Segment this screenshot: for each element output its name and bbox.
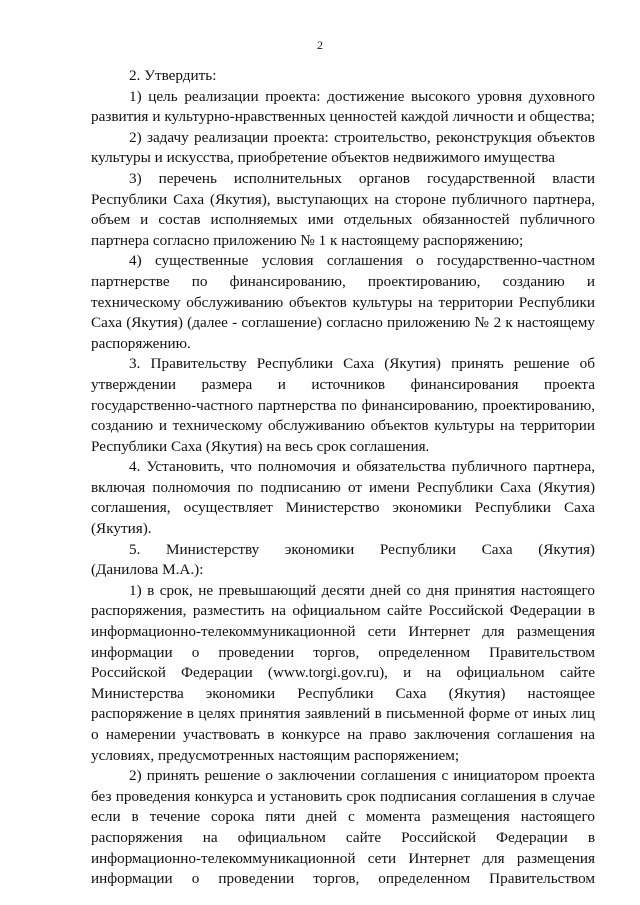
- text-line: распоряжения, разместить на официальном сайте Российской Федерации в: [91, 602, 595, 620]
- text-line: культуры и искусства, приобретение объектов недвижимого имущества: [91, 149, 556, 167]
- text-line: информации о проведении торгов, определенном Правительством: [91, 870, 595, 888]
- text-line: объем и состав исполняемых ими отдельных обязанностей публичного: [91, 211, 595, 229]
- text-line: распоряжения на официальном сайте Российской Федерации в: [91, 828, 595, 846]
- text-line: 3) перечень исполнительных органов государственной власти: [129, 169, 595, 187]
- text-line: партнера согласно приложению № 1 к настоящему распоряжению;: [91, 231, 524, 249]
- text-line: 2) задачу реализации проекта: строительство, реконструкция объектов: [129, 128, 595, 146]
- text-line: утверждении размера и источников финансирования проекта: [91, 375, 595, 393]
- page-number: 2: [317, 38, 323, 52]
- text-line: 3. Правительству Республики Саха (Якутия) принять решение об: [129, 355, 595, 373]
- text-line: (Якутия).: [91, 520, 152, 538]
- text-line: 1) в срок, не превышающий десяти дней со дня принятия настоящего: [129, 581, 595, 599]
- text-line: созданию и техническому обслуживанию объектов культуры на территории: [91, 417, 595, 435]
- text-line: 5. Министерству экономики Республики Саха (Якутия): [129, 540, 595, 558]
- text-line: 2. Утвердить:: [129, 67, 217, 84]
- text-line: если в течение сорока пяти дней с момента размещения настоящего: [91, 808, 595, 826]
- text-line: 4. Установить, что полномочия и обязательства публичного партнера,: [129, 458, 595, 476]
- text-line: информации о проведении торгов, определенном Правительством: [91, 643, 595, 661]
- text-line: информационно-телекоммуникационной сети Интернет для размещения: [91, 849, 595, 867]
- text-line: распоряжение в целях принятия заявлений в письменной форме от иных лиц: [91, 705, 595, 723]
- text-line: включая полномочия по подписанию от имени Республики Саха (Якутия): [91, 478, 595, 496]
- text-line: Республики Саха (Якутия), выступающих на стороне публичного партнера,: [91, 190, 595, 208]
- text-line: 2) принять решение о заключении соглашения с инициатором проекта: [129, 767, 595, 785]
- text-line: 4) существенные условия соглашения о государственно-частном: [129, 252, 595, 270]
- text-line: Саха (Якутия) (далее - соглашение) согласно приложению № 2 к настоящему: [91, 314, 595, 332]
- text-line: распоряжению.: [91, 334, 191, 352]
- text-line: (Данилова М.А.):: [91, 561, 204, 579]
- text-line: техническому обслуживанию объектов культуры на территории Республики: [91, 293, 595, 311]
- document-body: [91, 66, 595, 890]
- text-line: без проведения конкурса и установить срок подписания соглашения в случае: [91, 787, 595, 805]
- text-line: развития и культурно-нравственных ценностей каждой личности и общества;: [91, 108, 595, 126]
- text-line: Республики Саха (Якутия) на весь срок соглашения.: [91, 437, 430, 455]
- text-line: государственно-частного партнерства по финансированию, проектированию,: [91, 396, 595, 414]
- text-line: 1) цель реализации проекта: достижение высокого уровня духовного: [129, 87, 595, 105]
- text-line: соглашения, осуществляет Министерство экономики Республики Саха: [91, 499, 595, 517]
- text-line: Российской Федерации (www.torgi.gov.ru), и на официальном сайте: [91, 664, 595, 682]
- text-line: условиях, предусмотренных настоящим распоряжением;: [91, 746, 460, 764]
- text-line: о намерении участвовать в конкурсе на право заключения соглашения на: [91, 726, 595, 743]
- text-line: Министерства экономики Республики Саха (Якутия) настоящее: [91, 684, 595, 702]
- text-line: партнерстве по финансированию, проектированию, созданию и: [91, 272, 595, 290]
- text-line: информационно-телекоммуникационной сети Интернет для размещения: [91, 623, 595, 641]
